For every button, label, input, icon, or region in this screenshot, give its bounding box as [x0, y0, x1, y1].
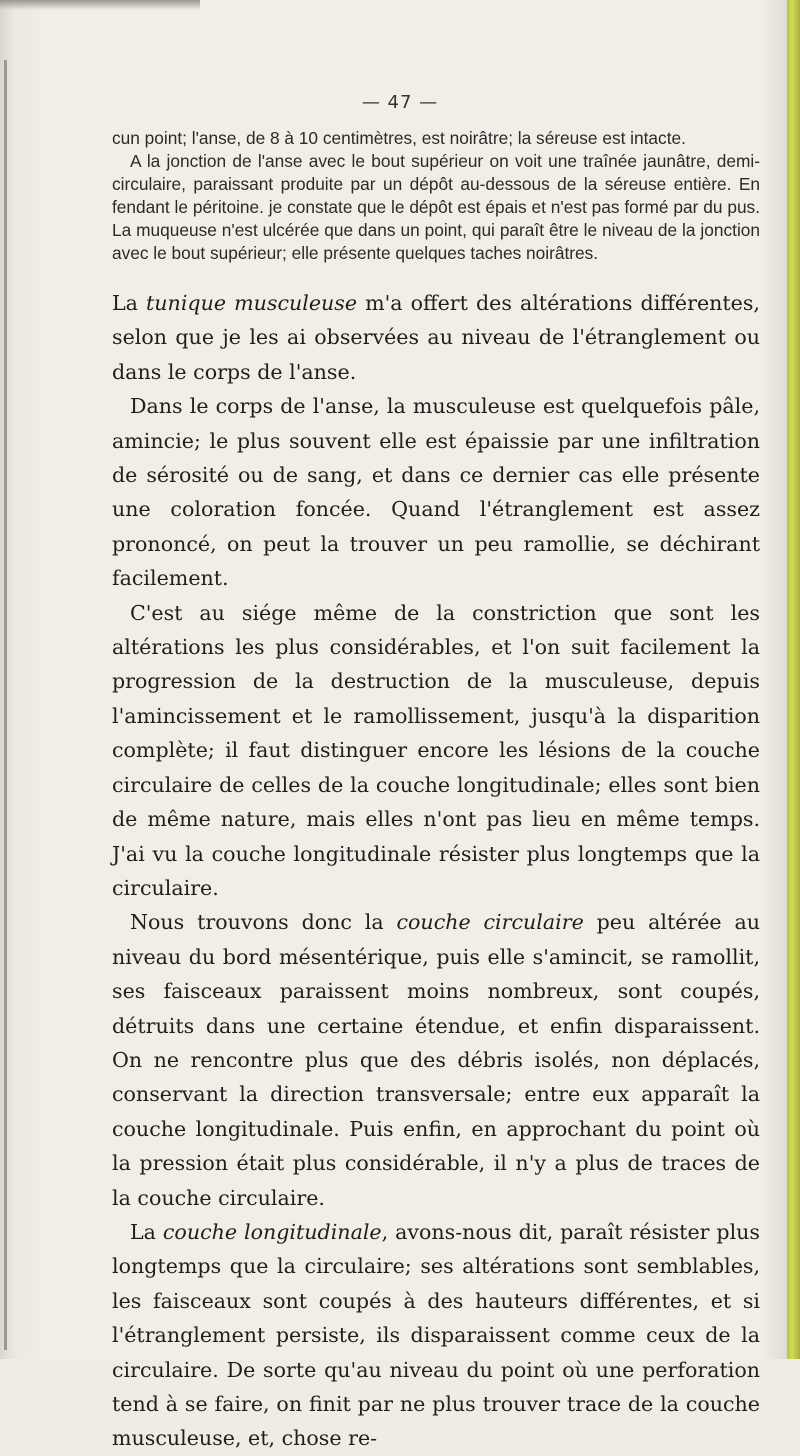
right-binding-edge: [787, 0, 800, 1359]
page-edge-shadow: [0, 0, 200, 10]
paragraph-text: , avons-nous dit, paraît résister plus longtemps que la circulaire; ses altérations sont semblables, les faisceaux sont coupés à des hauteurs différentes, et si l'étranglement persiste, ils disparaissent comme ceux de la circulaire. De sorte qu'au niveau du point où une perforation tend à se faire, on finit par ne plus trouver trace de la couche musculeuse, et, chose re-: [112, 1219, 761, 1451]
body-paragraph: [112, 389, 760, 595]
paragraph-text: Dans le corps de l'anse, la musculeuse est quelquefois pâle, amincie; le plus souvent elle est épaissie par une infiltration de sérosité ou de sang, et dans ce dernier cas elle présente une coloration foncée. Quand l'étranglement est assez prononcé, on peut la trouver un peu ramollie, se déchirant facilement.: [112, 394, 760, 591]
body-paragraph: [112, 596, 760, 906]
case-note-paragraph: cun point; l'anse, de 8 à 10 centimètres, est noirâtre; la séreuse est intacte.: [112, 128, 686, 148]
body-paragraph: [112, 905, 760, 1215]
italic-term: tunique musculeuse: [146, 291, 358, 315]
italic-term: couche longitudinale: [162, 1219, 382, 1244]
paragraph-text: C'est au siége même de la constriction que sont les altérations les plus considérables, et l'on suit facilement la progression de la destruction de la musculeuse, depuis l'amincissement et le ramollissement, jusqu'à la disparition complète; il faut distinguer encore les lésions de la couche circulaire de celles de la couche longitudinale; elles sont bien de même nature, mais elles n'ont pas lieu en même temps. J'ai vu la couche longitudinale résister plus longtemps que la circulaire.: [112, 600, 760, 900]
italic-term: couche circulaire: [396, 910, 584, 935]
paragraph-text: m'a offert des altérations différentes, selon que je les ai observées au niveau de l'étranglement ou dans le corps de l'anse.: [112, 291, 760, 384]
page-body: [112, 127, 760, 1456]
page-number: — 47 —: [361, 92, 439, 113]
case-note-paragraph: A la jonction de l'anse avec le bout supérieur on voit une traînée jaunâtre, demi-circulaire, paraissant produite par un dépôt au-dessous de la séreuse entière. En fendant le péritoine. je constate que le dépôt est épais et n'est pas formé par du pus. La muqueuse n'est ulcérée que dans un point, qui paraît être le niveau de la jonction avec le bout supérieur; elle présente quelques taches noirâtres.: [112, 151, 760, 263]
paragraph-text: peu altérée au niveau du bord mésentérique, puis elle s'amincit, se ramollit, ses faisceaux paraissent moins nombreux, sont coupés, détruits dans une certaine étendue, et enfin disparaissent. On ne rencontre plus que des débris isolés, non déplacés, conservant la direction transversale; entre eux apparaît la couche longitudinale. Puis enfin, en approchant du point où la pression était plus considérable, il n'y a plus de traces de la couche circulaire.: [112, 910, 760, 1210]
paragraph-lead: Nous trouvons donc la: [130, 910, 384, 935]
paragraph-lead: La: [112, 291, 138, 315]
body-paragraph: [112, 286, 760, 389]
left-page-edge: [4, 60, 7, 1350]
body-paragraph: [112, 1215, 760, 1456]
paragraph-lead: La: [130, 1219, 156, 1244]
